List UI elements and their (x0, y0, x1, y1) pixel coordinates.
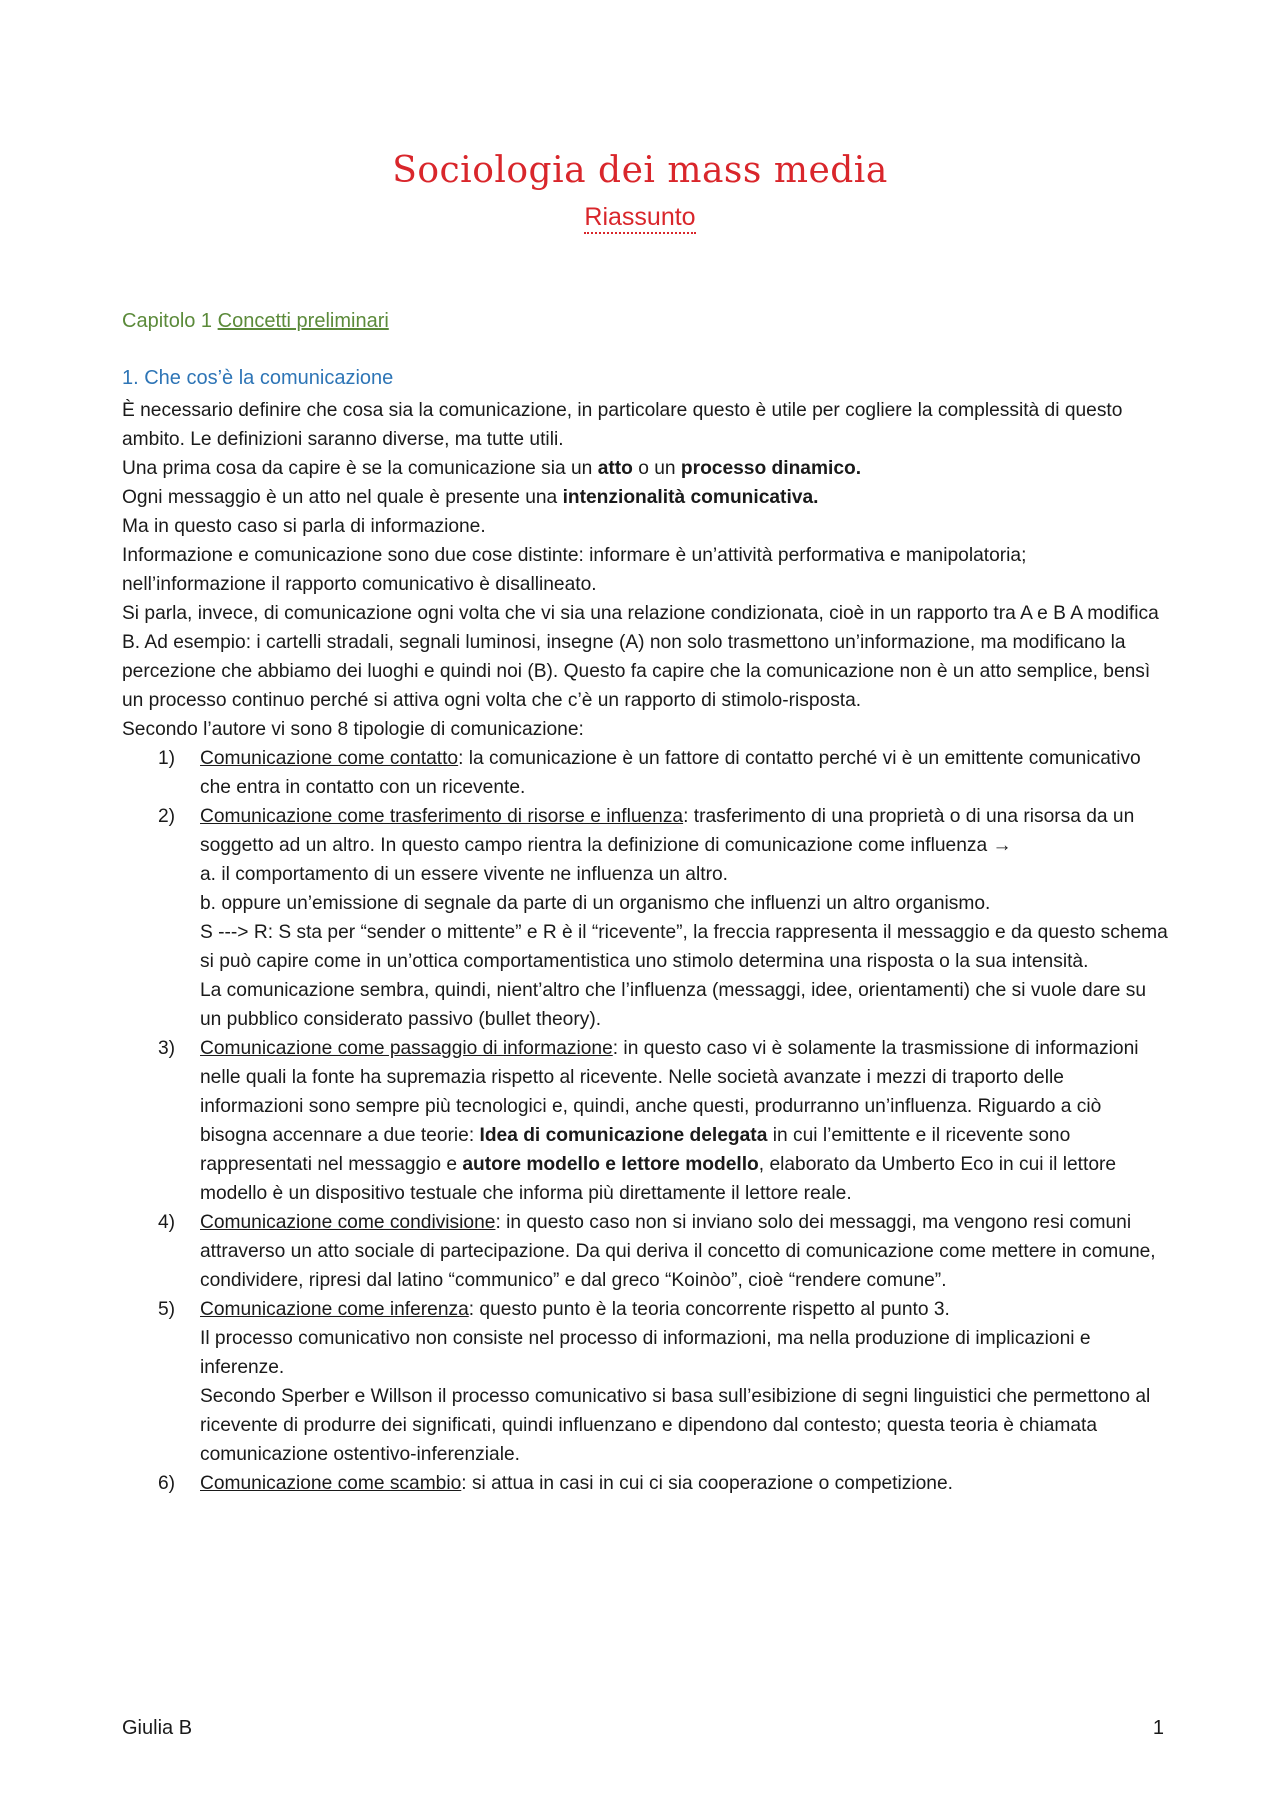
list-item: 2) Comunicazione come trasferimento di risorse e influenza: trasferimento di una proprietà o di una risorsa da un soggetto ad un altro. In questo campo rientra la definizione di comunicazione come influenza → a. il comportamento di un essere vivente ne influenza un altro. b. oppure un’emissione di segnale da parte di un organismo che influenzi un altro organismo. S ---> R: S sta per “sender o mittente” e R è il “ricevente”, la freccia rappresenta il messaggio e da questo schema si può capire come in un’ottica comportamentistica uno stimolo determina una risposta o la sua intensità. La comunicazione sembra, quindi, nient’altro che l’influenza (messaggi, idee, orientamenti) che si vuole dare su un pubblico considerato passivo (bullet theory). (122, 802, 1170, 1034)
paragraph: Informazione e comunicazione sono due cose distinte: informare è un’attività performativa e manipolatoria; nell’informazione il rapporto comunicativo è disallineato. (122, 545, 1027, 595)
sub-paragraph: Secondo Sperber e Willson il processo comunicativo si basa sull’esibizione di segni linguistici che permettono al ricevente di produrre dei significati, quindi influenzano e dipendono dal contesto; questa teoria è chiamata comunicazione ostentivo-inferenziale. (200, 1386, 1151, 1465)
list-number: 4) (158, 1212, 176, 1233)
chapter-title: Concetti preliminari (217, 310, 389, 332)
list-item: 3) Comunicazione come passaggio di informazione: in questo caso vi è solamente la trasmissione di informazioni nelle quali la fonte ha supremazia rispetto al ricevente. Nelle società avanzate i mezzi di traporto delle informazioni sono sempre più tecnologici e, quindi, anche questi, produrranno un’influenza. Riguardo a ciò bisogna accennare a due teorie: Idea di comunicazione delegata in cui l’emittente e il ricevente sono rappresentati nel messaggio e autore modello e lettore modello, elaborato da Umberto Eco in cui il lettore modello è un dispositivo testuale che informa più direttamente il lettore reale. (122, 1034, 1170, 1208)
list-item: 6) Comunicazione come scambio: si attua in casi in cui ci sia cooperazione o competizione. (122, 1469, 1170, 1498)
list-term: Comunicazione come inferenza (200, 1299, 469, 1320)
list-term: Comunicazione come condivisione (200, 1212, 496, 1233)
bold-term: intenzionalità comunicativa. (562, 487, 819, 508)
list-term: Comunicazione come contatto (200, 748, 459, 769)
document-subtitle (0, 203, 1280, 232)
footer-page-number: 1 (1152, 1717, 1164, 1739)
paragraph: È necessario definire che cosa sia la comunicazione, in particolare questo è utile per cogliere la complessità di questo ambito. Le definizioni saranno diverse, ma tutte utili. (122, 400, 1123, 450)
list-number: 5) (158, 1299, 176, 1320)
sub-paragraph: La comunicazione sembra, quindi, nient’altro che l’influenza (messaggi, idee, orientamenti) che si vuole dare su un pubblico considerato passivo (bullet theory). (200, 980, 1147, 1030)
list-number: 3) (158, 1038, 176, 1059)
list-number: 6) (158, 1473, 176, 1494)
bold-term: autore modello e lettore modello (462, 1154, 759, 1175)
sub-item: a. il comportamento di un essere vivente ne influenza un altro. (200, 864, 728, 885)
chapter-heading (122, 310, 389, 333)
document-title: Sociologia dei mass media (392, 150, 888, 191)
subtitle-text: Riassunto (584, 203, 695, 234)
list-term: Comunicazione come passaggio di informazione (200, 1038, 613, 1059)
list-item: 1) Comunicazione come contatto: la comunicazione è un fattore di contatto perché vi è un emittente comunicativo che entra in contatto con un ricevente. (122, 744, 1170, 802)
bold-term: atto (597, 458, 633, 479)
list-term: Comunicazione come trasferimento di risorse e influenza (200, 806, 684, 827)
paragraph: Una prima cosa da capire è se la comunicazione sia un atto o un processo dinamico. (122, 458, 862, 479)
list-term: Comunicazione come scambio (200, 1473, 462, 1494)
paragraph: Ma in questo caso si parla di informazione. (122, 516, 486, 537)
list-number: 2) (158, 806, 176, 827)
paragraph: Ogni messaggio è un atto nel quale è presente una intenzionalità comunicativa. (122, 487, 819, 508)
communication-types-list (122, 744, 1170, 1498)
bold-term: processo dinamico. (680, 458, 862, 479)
sub-item: b. oppure un’emissione di segnale da parte di un organismo che influenzi un altro organismo. (200, 893, 991, 914)
list-number: 1) (158, 748, 176, 769)
chapter-label: Capitolo 1 (122, 310, 213, 332)
section-heading: 1. Che cos’è la comunicazione (122, 367, 394, 389)
footer-author: Giulia B (122, 1717, 193, 1739)
paragraph: Si parla, invece, di comunicazione ogni volta che vi sia una relazione condizionata, cioè in un rapporto tra A e B A modifica B. Ad esempio: i cartelli stradali, segnali luminosi, insegne (A) non solo trasmettono un’informazione, ma modificano la percezione che abbiamo dei luoghi e quindi noi (B). Questo fa capire che la comunicazione non è un atto semplice, bensì un processo continuo perché si attiva ogni volta che c’è un rapporto di stimolo-risposta. (122, 603, 1159, 711)
list-item: 5) Comunicazione come inferenza: questo punto è la teoria concorrente rispetto al punto 3. Il processo comunicativo non consiste nel processo di informazioni, ma nella produzione di implicazioni e inferenze. Secondo Sperber e Willson il processo comunicativo si basa sull’esibizione di segni linguistici che permettono al ricevente di produrre dei significati, quindi influenzano e dipendono dal contesto; questa teoria è chiamata comunicazione ostentivo-inferenziale. (122, 1295, 1170, 1469)
sub-paragraph: S ---> R: S sta per “sender o mittente” e R è il “ricevente”, la freccia rappresenta il messaggio e da questo schema si può capire come in un’ottica comportamentistica uno stimolo determina una risposta o la sua intensità. (200, 922, 1168, 972)
paragraph: Secondo l’autore vi sono 8 tipologie di comunicazione: (122, 719, 584, 740)
sub-paragraph: Il processo comunicativo non consiste nel processo di informazioni, ma nella produzione di implicazioni e inferenze. (200, 1328, 1091, 1378)
bold-term: Idea di comunicazione delegata (479, 1125, 768, 1146)
document-body (122, 396, 1170, 1498)
list-item: 4) Comunicazione come condivisione: in questo caso non si inviano solo dei messaggi, ma vengono resi comuni attraverso un atto sociale di partecipazione. Da qui deriva il concetto di comunicazione come mettere in comune, condividere, ripresi dal latino “communico” e dal greco “Koinòo”, cioè “rendere comune”. (122, 1208, 1170, 1295)
